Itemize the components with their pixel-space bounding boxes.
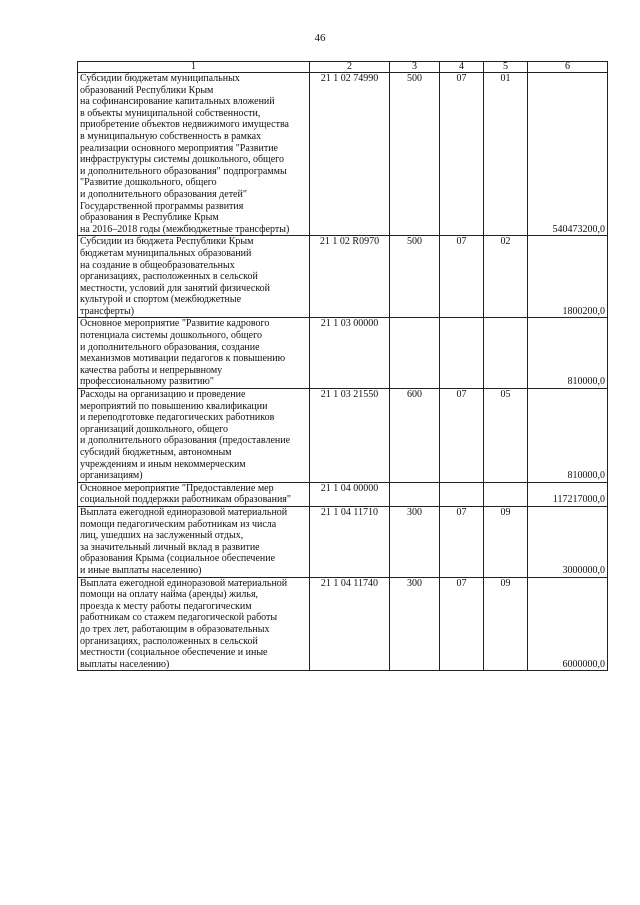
row-subsection: 09	[484, 577, 528, 671]
row-section: 07	[440, 577, 484, 671]
header-col-2: 2	[310, 62, 390, 73]
row-section	[440, 318, 484, 389]
table-row	[78, 482, 608, 506]
row-name: Основное мероприятие "Развитие кадрового потенциала системы дошкольного, общего и дополнительного образования, создание механизмов мотивации педагогов к повышению качества работы и непрерывному профессиональному развитию"	[78, 318, 310, 389]
row-type	[390, 482, 440, 506]
row-section: 07	[440, 236, 484, 318]
row-type: 500	[390, 236, 440, 318]
header-col-4: 4	[440, 62, 484, 73]
row-amount: 6000000,0	[528, 577, 608, 671]
row-type: 300	[390, 577, 440, 671]
row-amount: 540473200,0	[528, 73, 608, 236]
table-row	[78, 318, 608, 389]
header-col-3: 3	[390, 62, 440, 73]
row-section: 07	[440, 506, 484, 577]
row-subsection	[484, 318, 528, 389]
header-col-1: 1	[78, 62, 310, 73]
header-col-5: 5	[484, 62, 528, 73]
table-row	[78, 389, 608, 483]
row-subsection: 09	[484, 506, 528, 577]
row-amount: 3000000,0	[528, 506, 608, 577]
row-code: 21 1 02 74990	[310, 73, 390, 236]
row-code: 21 1 04 00000	[310, 482, 390, 506]
row-code: 21 1 03 21550	[310, 389, 390, 483]
row-name: Расходы на организацию и проведение мероприятий по повышению квалификации и переподготовке педагогических работников организаций дошкольного, общего и дополнительного образования (предоставление субсидий бюджетным, автономным учреждениям и иным некоммерческим организациям)	[78, 389, 310, 483]
header-row	[78, 62, 608, 73]
row-subsection: 05	[484, 389, 528, 483]
row-name: Выплата ежегодной единоразовой материальной помощи педагогическим работникам из числа лиц, ушедших на заслуженный отдых, за значительный личный вклад в развитие образования Крыма (социальное обеспечение и иные выплаты населению)	[78, 506, 310, 577]
row-amount: 117217000,0	[528, 482, 608, 506]
row-name: Выплата ежегодной единоразовой материальной помощи на оплату найма (аренды) жилья, проезда к месту работы педагогическим работникам со стажем педагогической работы до трех лет, работающим в образовательных организациях, расположенных в сельской местности (социальное обеспечение и иные выплаты населению)	[78, 577, 310, 671]
row-type: 500	[390, 73, 440, 236]
row-section	[440, 482, 484, 506]
row-subsection	[484, 482, 528, 506]
row-type	[390, 318, 440, 389]
row-section: 07	[440, 389, 484, 483]
row-name: Субсидии бюджетам муниципальных образований Республики Крым на софинансирование капитальных вложений в объекты муниципальной собственности, приобретение объектов недвижимого имущества в муниципальную собственность в рамках реализации основного мероприятия "Развитие инфраструктуры системы дошкольного, общего и дополнительного образования" подпрограммы "Развитие дошкольного, общего и дополнительного образования детей" Государственной программы развития образования в Республике Крым на 2016–2018 годы (межбюджетные трансферты)	[78, 73, 310, 236]
row-code: 21 1 02 R0970	[310, 236, 390, 318]
table-row	[78, 236, 608, 318]
row-subsection: 01	[484, 73, 528, 236]
table-row	[78, 506, 608, 577]
row-code: 21 1 04 11740	[310, 577, 390, 671]
row-name: Основное мероприятие "Предоставление мер социальной поддержки работникам образования"	[78, 482, 310, 506]
row-code: 21 1 04 11710	[310, 506, 390, 577]
row-section: 07	[440, 73, 484, 236]
row-code: 21 1 03 00000	[310, 318, 390, 389]
table-row	[78, 577, 608, 671]
row-name: Субсидии из бюджета Республики Крым бюджетам муниципальных образований на создание в общеобразовательных организациях, расположенных в сельской местности, условий для занятий физической культурой и спортом (межбюджетные трансферты)	[78, 236, 310, 318]
page-number: 46	[314, 32, 326, 44]
budget-table	[77, 61, 608, 671]
row-subsection: 02	[484, 236, 528, 318]
table-row	[78, 73, 608, 236]
row-amount: 810000,0	[528, 389, 608, 483]
row-type: 300	[390, 506, 440, 577]
row-amount: 810000,0	[528, 318, 608, 389]
row-type: 600	[390, 389, 440, 483]
header-col-6: 6	[528, 62, 608, 73]
row-amount: 1800200,0	[528, 236, 608, 318]
